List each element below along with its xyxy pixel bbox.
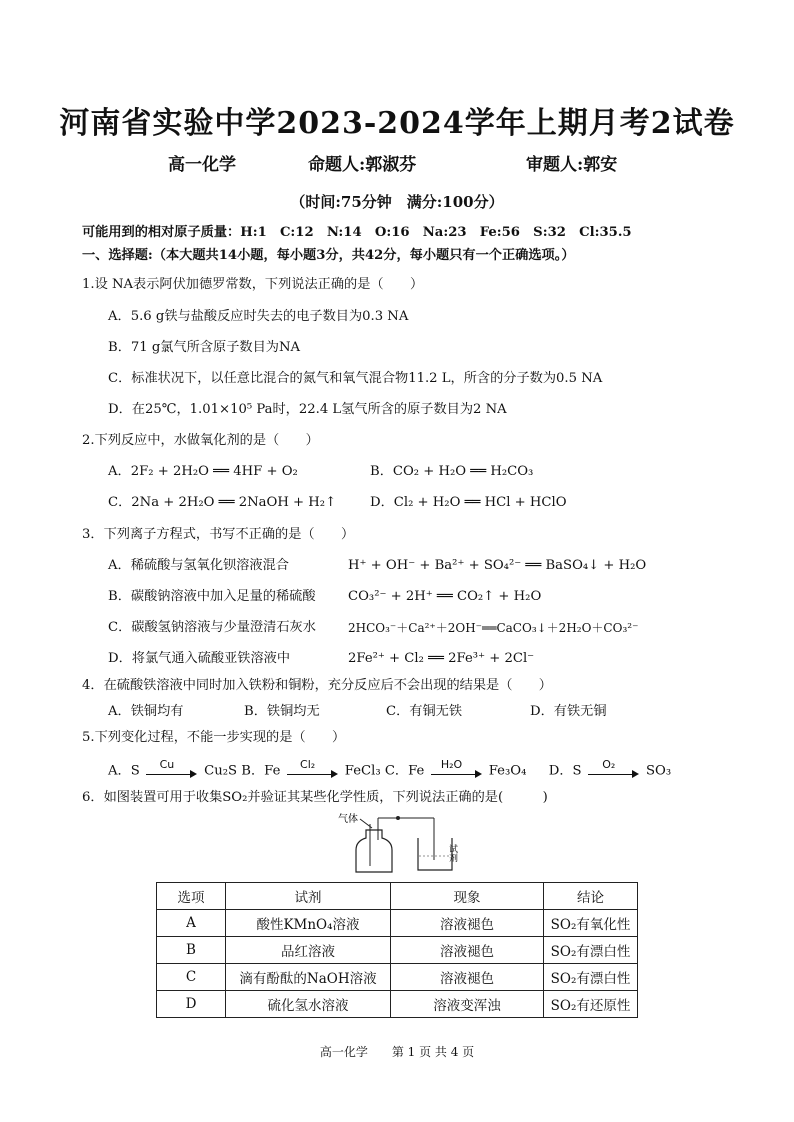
apparatus-diagram <box>338 810 468 876</box>
q1-option-b: B．71 g氯气所含原子数目为NA <box>108 340 301 355</box>
q5-c-to: Fe₃O₄ <box>488 763 527 779</box>
q1-stem: 1.设 NA表示阿伏加德罗常数，下列说法正确的是（ ） <box>82 277 424 292</box>
table-cell: 滴有酚酞的NaOH溶液 <box>226 964 391 991</box>
arrow-head-icon <box>190 770 197 778</box>
setter-label: 命题人:郭淑芬 <box>308 155 417 175</box>
arrow-shaft <box>588 774 634 775</box>
q4-option-c: C．有铜无铁 <box>386 704 463 719</box>
q5-a-to: Cu₂S <box>204 763 238 779</box>
arrow-shaft <box>431 774 477 775</box>
table-cell: 溶液褪色 <box>391 910 544 937</box>
page-footer: 高一化学 第 1 页 共 4 页 <box>319 1045 475 1059</box>
q3-option-c-text: C．碳酸氢钠溶液与少量澄清石灰水 <box>108 620 316 635</box>
arrow-head-icon <box>331 770 338 778</box>
reviewer-label: 审题人:郭安 <box>526 155 618 175</box>
table-row <box>157 964 638 991</box>
q3-option-b-equation: CO₃²⁻ + 2H⁺ ══ CO₂↑ + H₂O <box>348 589 542 604</box>
time-score-line: （时间:75分钟 满分:100分） <box>290 193 504 211</box>
q5-d-to: SO₃ <box>645 763 672 779</box>
q5-a-from: A．S <box>108 763 140 779</box>
arrow-shaft <box>287 774 333 775</box>
q6-options-table <box>156 882 638 1018</box>
q3-option-b-text: B．碳酸钠溶液中加入足量的稀硫酸 <box>108 589 316 604</box>
table-header-cell: 现象 <box>391 883 544 910</box>
q5-a-arrow <box>144 758 200 780</box>
q5-d-from: D．S <box>548 763 582 779</box>
q3-option-d-equation: 2Fe²⁺ + Cl₂ ══ 2Fe³⁺ + 2Cl⁻ <box>348 651 535 666</box>
table-cell: 溶液变浑浊 <box>391 991 544 1018</box>
q5-d-arrow <box>586 758 642 780</box>
q1-option-d: D．在25℃，1.01×10⁵ Pa时，22.4 L氢气所含的原子数目为2 NA <box>108 402 507 417</box>
q3-stem: 3．下列离子方程式，书写不正确的是（ ） <box>82 527 355 542</box>
q5-d-reagent: O₂ <box>602 758 616 771</box>
q3-option-d-text: D．将氯气通入硫酸亚铁溶液中 <box>108 651 291 666</box>
q2-option-c: C．2Na + 2H₂O ══ 2NaOH + H₂↑ <box>108 495 337 510</box>
q5-c-arrow <box>429 758 485 780</box>
table-cell: SO₂有还原性 <box>544 991 638 1018</box>
q2-option-d: D．Cl₂ + H₂O ══ HCl + HClO <box>370 495 567 510</box>
table-cell: 品红溶液 <box>226 937 391 964</box>
table-cell: 酸性KMnO₄溶液 <box>226 910 391 937</box>
q5-a-reagent: Cu <box>159 758 175 771</box>
figure-label-reagent: 试剂 <box>447 844 457 862</box>
table-cell: SO₂有漂白性 <box>544 937 638 964</box>
subject-label: 高一化学 <box>168 155 236 175</box>
q2-stem: 2.下列反应中，水做氧化剂的是（ ） <box>82 433 319 448</box>
arrow-head-icon <box>475 770 482 778</box>
gas-collection-apparatus-figure <box>338 810 468 876</box>
table-header-row <box>157 883 638 910</box>
q5-b-from: B．Fe <box>241 763 281 779</box>
table-row <box>157 937 638 964</box>
q2-option-b: B．CO₂ + H₂O ══ H₂CO₃ <box>370 464 534 479</box>
table-cell: SO₂有漂白性 <box>544 964 638 991</box>
table-cell: C <box>157 964 226 991</box>
q4-stem: 4．在硫酸铁溶液中同时加入铁粉和铜粉，充分反应后不会出现的结果是（ ） <box>82 678 552 693</box>
table-cell: 溶液褪色 <box>391 937 544 964</box>
table-header-cell: 试剂 <box>226 883 391 910</box>
atomic-masses-line: 可能用到的相对原子质量：H:1 C:12 N:14 O:16 Na:23 Fe:56 S:32 Cl:35.5 <box>82 225 632 240</box>
table-header-cell: 选项 <box>157 883 226 910</box>
table-cell: 硫化氢水溶液 <box>226 991 391 1018</box>
q5-c-from: C．Fe <box>384 763 425 779</box>
arrow-head-icon <box>632 770 639 778</box>
table-row <box>157 991 638 1018</box>
q5-b-reagent: Cl₂ <box>300 758 316 771</box>
q3-option-a-text: A．稀硫酸与氢氧化钡溶液混合 <box>108 558 289 573</box>
table-row <box>157 910 638 937</box>
q4-option-b: B．铁铜均无 <box>244 704 320 719</box>
q6-stem: 6．如图装置可用于收集SO₂并验证其某些化学性质，下列说法正确的是( ) <box>82 790 548 805</box>
table-cell: SO₂有氧化性 <box>544 910 638 937</box>
q3-option-a-equation: H⁺ + OH⁻ + Ba²⁺ + SO₄²⁻ ══ BaSO₄↓ + H₂O <box>348 558 647 573</box>
exam-title: 河南省实验中学2023-2024学年上期月考2试卷 <box>59 106 735 141</box>
q5-b-to: FeCl₃ <box>344 763 381 779</box>
table-cell: 溶液褪色 <box>391 964 544 991</box>
q4-option-d: D．有铁无铜 <box>530 704 607 719</box>
q2-option-a: A．2F₂ + 2H₂O ══ 4HF + O₂ <box>108 464 298 479</box>
q5-options <box>108 758 672 781</box>
section-heading: 一、选择题:（本大题共14小题，每小题3分，共42分，每小题只有一个正确选项。） <box>82 248 575 263</box>
table-cell: A <box>157 910 226 937</box>
arrow-shaft <box>146 774 192 775</box>
q5-b-arrow <box>285 758 341 780</box>
q1-option-a: A．5.6 g铁与盐酸反应时失去的电子数目为0.3 NA <box>108 309 409 324</box>
table-cell: B <box>157 937 226 964</box>
figure-label-gas: 气体 <box>338 814 358 825</box>
table-header-cell: 结论 <box>544 883 638 910</box>
table-cell: D <box>157 991 226 1018</box>
q1-option-c: C．标准状况下，以任意比混合的氮气和氧气混合物11.2 L，所含的分子数为0.5 NA <box>108 371 603 386</box>
q4-option-a: A．铁铜均有 <box>108 704 184 719</box>
q5-stem: 5.下列变化过程，不能一步实现的是（ ） <box>82 730 346 745</box>
q5-c-reagent: H₂O <box>440 758 463 771</box>
q3-option-c-equation: 2HCO₃⁻＋Ca²⁺＋2OH⁻══CaCO₃↓＋2H₂O＋CO₃²⁻ <box>348 621 639 635</box>
